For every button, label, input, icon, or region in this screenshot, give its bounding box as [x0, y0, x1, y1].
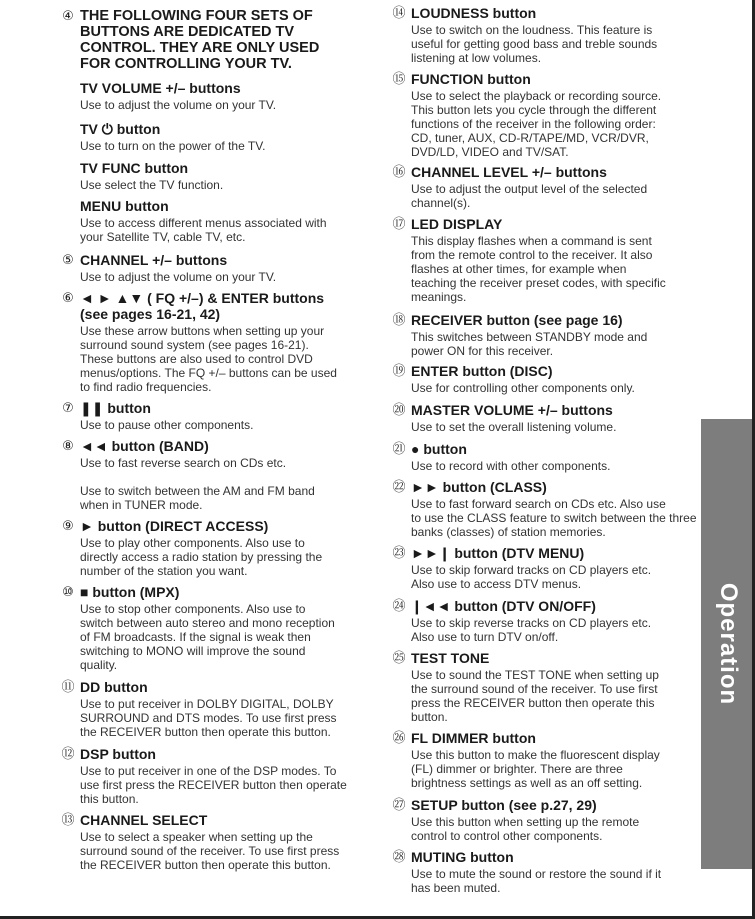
- entry: [391, 479, 697, 539]
- item-number: ㉓: [392, 545, 406, 560]
- item-description: [391, 497, 697, 539]
- item-heading: [60, 160, 380, 176]
- description-line: power ON for this receiver.: [411, 344, 554, 358]
- entry: [60, 679, 380, 739]
- item-number: ㉗: [392, 797, 406, 812]
- description-line: surround sound system (see pages 16-21).: [80, 338, 309, 352]
- item-heading: [60, 121, 380, 137]
- description-line: to find radio frequencies.: [80, 380, 212, 394]
- item-title: MASTER VOLUME +/– buttons: [411, 402, 613, 418]
- description-line: channel(s).: [411, 196, 471, 210]
- item-heading: [391, 545, 691, 561]
- item-description: [391, 748, 691, 790]
- item-heading: [391, 71, 691, 87]
- description-line: functions of the receiver in the following order:: [411, 117, 656, 131]
- item-title: CHANNEL +/– buttons: [80, 252, 228, 268]
- description-line: This display flashes when a command is sent: [411, 234, 652, 248]
- item-number: ⑫: [61, 746, 75, 761]
- entry: [391, 650, 691, 724]
- item-description: [60, 602, 380, 672]
- section-tab: [701, 419, 755, 869]
- description-line: Also use to access DTV menus.: [411, 577, 582, 591]
- item-heading: [391, 730, 691, 746]
- item-title: MUTING button: [411, 849, 514, 865]
- item-description: [391, 234, 691, 304]
- entry: [60, 160, 380, 192]
- item-description: [391, 23, 691, 65]
- description-line: Use to turn on the power of the TV.: [80, 139, 266, 153]
- entry: [391, 598, 691, 644]
- description-line: the surround sound of the receiver. To use first: [411, 682, 658, 696]
- entry: [391, 441, 691, 473]
- description-line: Use select the TV function.: [80, 178, 224, 192]
- item-title: ❙◄◄ button (DTV ON/OFF): [411, 598, 596, 614]
- item-heading: [60, 518, 380, 534]
- item-title: TEST TONE: [411, 650, 490, 666]
- item-number: ⑧: [62, 438, 74, 453]
- description-line: Use to switch between the AM and FM band: [80, 484, 315, 498]
- description-line: CD, tuner, AUX, CD-R/TAPE/MD, VCR/DVR,: [411, 131, 649, 145]
- item-description: [391, 563, 691, 591]
- description-line: your Satellite TV, cable TV, etc.: [80, 230, 246, 244]
- item-title: FL DIMMER button: [411, 730, 536, 746]
- item-description: [60, 536, 380, 578]
- description-line: flashes at other times, for example when: [411, 262, 627, 276]
- entry: [391, 71, 691, 159]
- entry: [391, 312, 691, 358]
- item-description: [60, 139, 380, 153]
- item-description: [60, 324, 380, 394]
- item-description: [60, 216, 380, 244]
- paragraph-gap: [80, 470, 380, 484]
- item-heading: [60, 252, 380, 268]
- intro-line: FOR CONTROLLING YOUR TV.: [80, 56, 292, 72]
- item-description: [60, 456, 380, 512]
- item-title: ►► button (CLASS): [411, 479, 547, 495]
- description-line: when in TUNER mode.: [80, 498, 203, 512]
- item-heading: [60, 198, 380, 214]
- item-description: [60, 270, 380, 284]
- item-title: TV VOLUME +/– buttons: [80, 80, 241, 96]
- item-number: ⑭: [392, 5, 406, 20]
- item-number: ⑮: [392, 71, 406, 86]
- item-number: ⑪: [61, 679, 75, 694]
- item-heading: [60, 438, 380, 454]
- entry: [391, 363, 691, 395]
- description-line: Use to record with other components.: [411, 459, 611, 473]
- item-number: ⑱: [392, 312, 406, 327]
- description-line: Use to set the overall listening volume.: [411, 420, 617, 434]
- description-line: to use the CLASS feature to switch between the three: [411, 511, 697, 525]
- item-title: ► button (DIRECT ACCESS): [80, 518, 269, 534]
- entry: [60, 438, 380, 512]
- item-number: ⑰: [392, 216, 406, 231]
- description-line: This button lets you cycle through the different: [411, 103, 657, 117]
- description-line: Use to select the playback or recording source.: [411, 89, 662, 103]
- description-line: press the RECEIVER button then operate this: [411, 696, 655, 710]
- description-line: use first press the RECEIVER button then operate: [80, 778, 347, 792]
- description-line: quality.: [80, 658, 118, 672]
- item-number: ㉑: [392, 441, 406, 456]
- description-line: Use to stop other components. Also use to: [80, 602, 306, 616]
- item-description: [391, 330, 691, 358]
- item-heading: [60, 746, 380, 762]
- description-line: has been muted.: [411, 881, 501, 895]
- description-line: switch between auto stereo and mono reception: [80, 616, 335, 630]
- item-heading: [391, 5, 691, 21]
- entry: [60, 400, 380, 432]
- entry: [391, 545, 691, 591]
- item-heading: [391, 164, 691, 180]
- item-number: ㉒: [392, 479, 406, 494]
- item-description: [391, 616, 691, 644]
- entry: [391, 730, 691, 790]
- description-line: This switches between STANDBY mode and: [411, 330, 648, 344]
- description-line: brightness settings as well as an off setting.: [411, 776, 643, 790]
- description-line: directly access a radio station by pressing the: [80, 550, 323, 564]
- item-number: ⑩: [62, 584, 74, 599]
- entry: [60, 80, 380, 112]
- description-line: Use to adjust the volume on your TV.: [80, 270, 277, 284]
- description-line: Use to sound the TEST TONE when setting up: [411, 668, 659, 682]
- description-line: control to control other components.: [411, 829, 603, 843]
- section-tab-label: Operation: [715, 582, 742, 706]
- item-title: ◄ ► ▲▼ ( FQ +/–) & ENTER buttons: [80, 290, 325, 306]
- item-title-continued: (see pages 16-21, 42): [80, 306, 221, 322]
- item-title: TV FUNC button: [80, 160, 189, 176]
- item-number: ④: [62, 8, 74, 23]
- item-heading: [60, 812, 380, 828]
- item-title: ■ button (MPX): [80, 584, 180, 600]
- description-line: Use to put receiver in one of the DSP modes. To: [80, 764, 337, 778]
- description-line: Use to pause other components.: [80, 418, 254, 432]
- item-title: CHANNEL LEVEL +/– buttons: [411, 164, 607, 180]
- description-line: number of the station you want.: [80, 564, 248, 578]
- description-line: Use to play other components. Also use to: [80, 536, 305, 550]
- item-description: [60, 98, 380, 112]
- description-line: Use to switch on the loudness. This feature is: [411, 23, 653, 37]
- item-heading: [391, 849, 691, 865]
- item-number: ⑦: [62, 400, 74, 415]
- description-line: the RECEIVER button then operate this button.: [80, 725, 331, 739]
- entry: [60, 518, 380, 578]
- description-line: teaching the receiver preset codes, with specific: [411, 276, 666, 290]
- item-description: [60, 764, 380, 806]
- item-number: ⑲: [392, 363, 406, 378]
- description-line: Use to adjust the output level of the selected: [411, 182, 648, 196]
- item-heading: [391, 598, 691, 614]
- item-title: FUNCTION button: [411, 71, 531, 87]
- item-heading: [391, 216, 691, 232]
- description-line: SURROUND and DTS modes. To use first press: [80, 711, 337, 725]
- intro-heading: [60, 8, 380, 72]
- entry: [60, 252, 380, 284]
- item-title: ENTER button (DISC): [411, 363, 553, 379]
- item-number: ⑳: [392, 402, 406, 417]
- item-title: MENU button: [80, 198, 169, 214]
- description-line: Use this button to make the fluorescent display: [411, 748, 660, 762]
- item-description: [391, 815, 691, 843]
- item-title: ◄◄ button (BAND): [80, 438, 209, 454]
- item-description: [391, 459, 691, 473]
- item-number: ㉖: [392, 730, 406, 745]
- item-title: LED DISPLAY: [411, 216, 503, 232]
- intro-line: CONTROL. THEY ARE ONLY USED: [80, 40, 320, 56]
- description-line: Use to access different menus associated with: [80, 216, 327, 230]
- item-heading: [391, 650, 691, 666]
- item-heading: [60, 679, 380, 695]
- description-line: menus/options. The FQ +/– buttons can be used: [80, 366, 337, 380]
- item-title: ❚❚ button: [80, 400, 151, 416]
- entry: [391, 797, 691, 843]
- description-line: listening at low volumes.: [411, 51, 542, 65]
- description-line: Use this button when setting up the remote: [411, 815, 640, 829]
- description-line: meanings.: [411, 290, 467, 304]
- item-description: [391, 420, 691, 434]
- intro-line: BUTTONS ARE DEDICATED TV: [80, 24, 295, 40]
- item-title: RECEIVER button (see page 16): [411, 312, 623, 328]
- description-line: Use to skip forward tracks on CD players etc.: [411, 563, 652, 577]
- item-number: ⑤: [62, 252, 74, 267]
- item-heading: [391, 479, 691, 495]
- item-description: [391, 182, 691, 210]
- description-line: of FM broadcasts. If the signal is weak then: [80, 630, 311, 644]
- description-line: banks (classes) of station memories.: [411, 525, 606, 539]
- item-description: [391, 668, 691, 724]
- description-line: Use to mute the sound or restore the sound if it: [411, 867, 662, 881]
- item-heading: [391, 363, 691, 379]
- entry: [391, 5, 691, 65]
- description-line: from the remote control to the receiver. It also: [411, 248, 653, 262]
- description-line: Use to select a speaker when setting up the: [80, 830, 313, 844]
- entry: [60, 121, 380, 153]
- description-line: useful for getting good bass and treble sounds: [411, 37, 658, 51]
- item-title: TV ⏻ button: [80, 121, 161, 137]
- description-line: DVD/LD, VIDEO and TV/SAT.: [411, 145, 569, 159]
- item-number: ⑥: [62, 290, 74, 305]
- description-line: Use to adjust the volume on your TV.: [80, 98, 277, 112]
- description-line: surround sound of the receiver. To use first press: [80, 844, 340, 858]
- description-line: button.: [411, 710, 448, 724]
- description-line: Also use to turn DTV on/off.: [411, 630, 559, 644]
- item-title: DSP button: [80, 746, 156, 762]
- entry: [60, 198, 380, 244]
- item-title: CHANNEL SELECT: [80, 812, 208, 828]
- description-line: switching to MONO will improve the sound: [80, 644, 306, 658]
- item-heading: [391, 797, 691, 813]
- description-line: Use to put receiver in DOLBY DIGITAL, DOLBY: [80, 697, 334, 711]
- description-line: Use for controlling other components only.: [411, 381, 635, 395]
- item-title: ● button: [411, 441, 467, 457]
- item-heading: [60, 80, 380, 96]
- item-heading: [391, 441, 691, 457]
- description-line: Use these arrow buttons when setting up your: [80, 324, 325, 338]
- item-number: ㉘: [392, 849, 406, 864]
- entry: [391, 216, 691, 304]
- item-heading: [391, 312, 691, 328]
- item-number: ⑬: [61, 812, 75, 827]
- description-line: Use to fast forward search on CDs etc. Also use: [411, 497, 666, 511]
- item-description: [60, 697, 380, 739]
- entry: [60, 584, 380, 672]
- description-line: Use to fast reverse search on CDs etc.: [80, 456, 287, 470]
- intro-line: THE FOLLOWING FOUR SETS OF: [80, 8, 313, 24]
- item-description: [60, 830, 380, 872]
- entry: [60, 812, 380, 872]
- item-description: [60, 178, 380, 192]
- item-heading: [391, 402, 691, 418]
- entry: [60, 8, 380, 72]
- item-heading: [60, 400, 380, 416]
- item-number: ㉔: [392, 598, 406, 613]
- description-line: the RECEIVER button then operate this button.: [80, 858, 331, 872]
- description-line: These buttons are also used to control DVD: [80, 352, 313, 366]
- description-line: this button.: [80, 792, 139, 806]
- entry: [391, 164, 691, 210]
- item-title: SETUP button (see p.27, 29): [411, 797, 597, 813]
- item-heading: [60, 584, 380, 600]
- item-description: [391, 867, 691, 895]
- description-line: (FL) dimmer or brighter. There are three: [411, 762, 623, 776]
- item-title: LOUDNESS button: [411, 5, 537, 21]
- item-number: ⑯: [392, 164, 406, 179]
- entry: [391, 402, 691, 434]
- item-title: ►►❙ button (DTV MENU): [411, 545, 585, 561]
- entry: [391, 849, 691, 895]
- entry: [60, 290, 380, 394]
- item-number: ㉕: [392, 650, 406, 665]
- item-number: ⑨: [62, 518, 74, 533]
- item-title: DD button: [80, 679, 148, 695]
- item-heading: [60, 290, 380, 322]
- description-line: Use to skip reverse tracks on CD players etc.: [411, 616, 652, 630]
- item-description: [60, 418, 380, 432]
- item-description: [391, 89, 691, 159]
- item-description: [391, 381, 691, 395]
- entry: [60, 746, 380, 806]
